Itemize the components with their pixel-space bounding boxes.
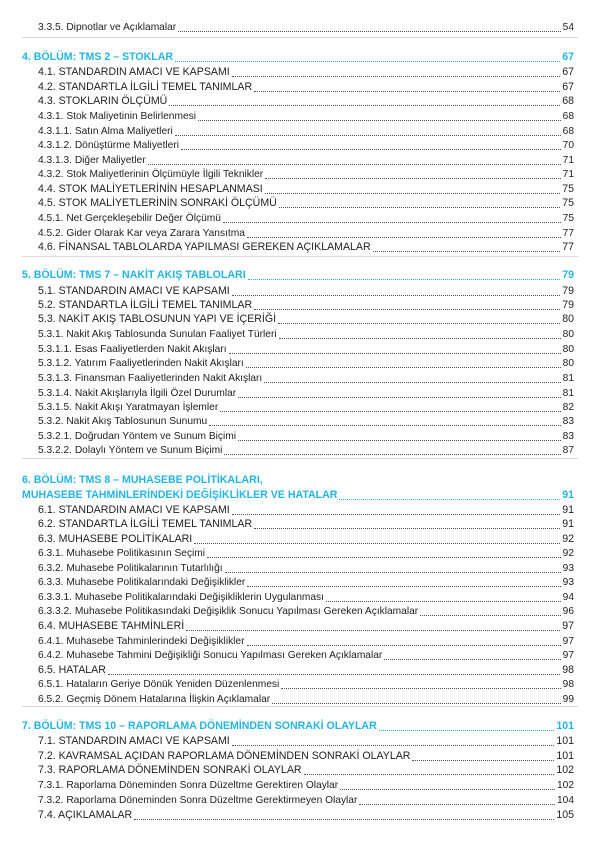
toc-dot-leader (339, 498, 560, 500)
toc-page-number: 93 (562, 577, 574, 588)
toc-dot-leader (238, 396, 560, 398)
toc-dot-leader (186, 629, 560, 631)
toc-page-number: 101 (556, 720, 574, 732)
toc-page-number: 96 (562, 606, 574, 617)
toc-entry-title: 4.5.2. Gider Olarak Kar veya Zarara Yansıtma (38, 228, 245, 239)
toc-entry[interactable] (38, 734, 574, 748)
toc-entry[interactable] (38, 749, 574, 763)
toc-entry[interactable] (38, 211, 574, 225)
toc-entry-title: 4. BÖLÜM: TMS 2 – STOKLAR (22, 51, 174, 63)
toc-entry-title: MUHASEBE TAHMİNLERİNDEKİ DEĞİŞİKLİKLER VE HATALAR (22, 489, 338, 501)
toc-dot-leader (175, 60, 560, 62)
toc-dot-leader (265, 192, 561, 194)
toc-chapter-entry[interactable] (22, 473, 574, 487)
toc-entry[interactable] (38, 386, 574, 400)
toc-page-number: 81 (562, 373, 574, 384)
toc-entry[interactable] (38, 677, 574, 691)
toc-page-number: 71 (562, 155, 574, 166)
toc-entry[interactable] (38, 429, 574, 443)
toc-page-number: 101 (556, 735, 574, 747)
toc-entry-title: 6.5. HATALAR (38, 664, 106, 676)
toc-entry-title: 7.3.1. Raporlama Döneminden Sonra Düzeltme Gerektiren Olaylar (38, 780, 339, 791)
toc-entry-title: 6.3.2. Muhasebe Politikalarının Tutarlılığı (38, 563, 223, 574)
toc-entry-title: 6.5.1. Hataların Geriye Dönük Yeniden Düzenlenmesi (38, 679, 280, 690)
toc-entry[interactable] (38, 604, 574, 618)
toc-page-number: 75 (562, 213, 574, 224)
toc-dot-leader (265, 177, 560, 179)
toc-entry-title: 6. BÖLÜM: TMS 8 – MUHASEBE POLİTİKALARI, (22, 474, 263, 486)
toc-dot-leader (359, 803, 555, 805)
toc-dot-leader (224, 453, 560, 455)
toc-entry-title: 5.3.1.5. Nakit Akışı Yaratmayan İşlemler (38, 402, 219, 413)
toc-dot-leader (148, 163, 561, 165)
toc-entry[interactable] (38, 312, 574, 326)
toc-entry-title: 6.3.1. Muhasebe Politikasının Seçimi (38, 548, 206, 559)
toc-entry[interactable] (38, 109, 574, 123)
toc-dot-leader (254, 90, 560, 92)
toc-entry-title: 6.5.2. Geçmiş Dönem Hatalarına İlişkin Açıklamalar (38, 694, 271, 705)
toc-dot-leader (232, 513, 560, 515)
toc-entry-title: 4.5. STOK MALİYETLERİNİN SONRAKİ ÖLÇÜMÜ (38, 197, 277, 209)
toc-entry[interactable] (38, 196, 574, 210)
toc-dot-leader (304, 773, 555, 775)
toc-page-number: 99 (562, 694, 574, 705)
toc-entry[interactable] (38, 94, 574, 108)
toc-dot-leader (373, 250, 561, 252)
toc-dot-leader (326, 600, 561, 602)
toc-entry[interactable] (38, 240, 574, 254)
toc-entry-title: 4.2. STANDARTLA İLGİLİ TEMEL TANIMLAR (38, 81, 253, 93)
toc-dot-leader (178, 30, 560, 32)
toc-entry-title: 5.3.1.3. Finansman Faaliyetlerinden Nakit Akışları (38, 373, 263, 384)
toc-page-number: 68 (562, 111, 574, 122)
toc-entry-title: 5.3.2.1. Doğrudan Yöntem ve Sunum Biçimi (38, 431, 237, 442)
toc-page-number: 97 (562, 620, 574, 632)
toc-entry[interactable] (38, 561, 574, 575)
toc-dot-leader (279, 337, 561, 339)
toc-page-number: 81 (562, 388, 574, 399)
toc-dot-leader (247, 644, 561, 646)
toc-page-number: 68 (562, 126, 574, 137)
toc-page-number: 80 (562, 329, 574, 340)
toc-page-number: 79 (562, 269, 574, 281)
toc-page-number: 77 (562, 228, 574, 239)
toc-dot-leader (340, 788, 555, 790)
toc-entry-title: 5.3.2. Nakit Akış Tablosunun Sunumu (38, 416, 208, 427)
section-divider (22, 706, 578, 707)
toc-dot-leader (134, 818, 554, 820)
toc-entry-title: 4.5.1. Net Gerçekleşebilir Değer Ölçümü (38, 213, 221, 224)
toc-entry-title: 6.2. STANDARTLA İLGİLİ TEMEL TANIMLAR (38, 518, 253, 530)
toc-page-number: 93 (562, 563, 574, 574)
toc-entry-title: 4.3.1.1. Satın Alma Maliyetleri (38, 126, 173, 137)
toc-dot-leader (238, 439, 561, 441)
toc-entry-title: 4.3.1.2. Dönüştürme Maliyetleri (38, 140, 179, 151)
toc-dot-leader (379, 729, 555, 731)
toc-dot-leader (254, 308, 560, 310)
section-divider (22, 458, 578, 459)
toc-entry-title: 4.3.1.3. Diğer Maliyetler (38, 155, 146, 166)
toc-entry[interactable] (38, 503, 574, 517)
toc-entry-title: 4.3. STOKLARIN ÖLÇÜMÜ (38, 95, 168, 107)
toc-dot-leader (384, 658, 560, 660)
toc-dot-leader (175, 134, 561, 136)
toc-page-number: 80 (562, 358, 574, 369)
toc-dot-leader (278, 322, 560, 324)
toc-entry[interactable] (38, 342, 574, 356)
toc-entry[interactable] (38, 226, 574, 240)
toc-page-number: 91 (562, 489, 574, 501)
toc-page-number: 67 (562, 66, 574, 78)
toc-dot-leader (247, 236, 561, 238)
toc-dot-leader (232, 744, 555, 746)
toc-page-number: 102 (557, 780, 574, 791)
toc-page-number: 83 (562, 431, 574, 442)
toc-entry[interactable] (38, 356, 574, 370)
toc-dot-leader (169, 104, 560, 106)
toc-entry-title: 7.3. RAPORLAMA DÖNEMİNDEN SONRAKİ OLAYLAR (38, 764, 302, 776)
toc-entry-title: 3.3.5. Dipnotlar ve Açıklamalar (38, 22, 177, 33)
toc-page-number: 92 (562, 548, 574, 559)
toc-entry-title: 7.4. AÇIKLAMALAR (38, 809, 133, 821)
toc-entry[interactable] (38, 532, 574, 546)
toc-dot-leader (412, 759, 554, 761)
toc-entry-title: 6.4. MUHASEBE TAHMİNLERİ (38, 620, 185, 632)
toc-dot-leader (232, 75, 560, 77)
toc-page-number: 104 (557, 795, 574, 806)
toc-entry-title: 5.3. NAKİT AKIŞ TABLOSUNUN YAPI VE İÇERİĞİ (38, 313, 277, 325)
toc-page-number: 67 (562, 81, 574, 93)
toc-entry-title: 6.3.3. Muhasebe Politikalarındaki Değişiklikler (38, 577, 246, 588)
toc-page-number: 91 (562, 518, 574, 530)
toc-page-number: 101 (556, 750, 574, 762)
toc-entry[interactable] (38, 414, 574, 428)
toc-dot-leader (198, 119, 561, 121)
toc-dot-leader (264, 381, 560, 383)
toc-entry[interactable] (38, 763, 574, 777)
toc-chapter-entry[interactable] (22, 50, 574, 64)
toc-dot-leader (229, 352, 561, 354)
toc-page-number: 79 (562, 299, 574, 311)
toc-entry[interactable] (38, 80, 574, 94)
toc-entry[interactable] (38, 443, 574, 457)
toc-page-number: 70 (562, 140, 574, 151)
toc-entry[interactable] (38, 692, 574, 706)
toc-page-number: 68 (562, 95, 574, 107)
toc-entry[interactable] (38, 327, 574, 341)
toc-entry[interactable] (38, 648, 574, 662)
toc-entry[interactable] (38, 124, 574, 138)
toc-dot-leader (248, 278, 561, 280)
toc-entry-title: 5.3.1. Nakit Akış Tablosunda Sunulan Faaliyet Türleri (38, 329, 277, 340)
toc-page-number: 87 (562, 445, 574, 456)
toc-entry-title: 7.2. KAVRAMSAL AÇIDAN RAPORLAMA DÖNEMİNDEN SONRAKİ OLAYLAR (38, 750, 411, 762)
toc-entry-title: 5. BÖLÜM: TMS 7 – NAKİT AKIŞ TABLOLARI (22, 269, 246, 281)
toc-dot-leader (194, 542, 560, 544)
toc-entry-title: 6.1. STANDARDIN AMACI VE KAPSAMI (38, 504, 230, 516)
toc-dot-leader (220, 410, 560, 412)
toc-page-number: 54 (562, 22, 574, 33)
toc-entry-title: 5.3.1.4. Nakit Akışlarıyla İlgili Özel Durumlar (38, 388, 237, 399)
toc-page-number: 102 (556, 764, 574, 776)
toc-page-number: 79 (562, 285, 574, 297)
toc-page-number: 92 (562, 533, 574, 545)
section-divider (22, 256, 578, 257)
toc-entry-title: 7.3.2. Raporlama Döneminden Sonra Düzeltme Gerektirmeyen Olaylar (38, 795, 358, 806)
toc-entry-title: 5.3.2.2. Dolaylı Yöntem ve Sunum Biçimi (38, 445, 223, 456)
toc-dot-leader (254, 527, 560, 529)
toc-dot-leader (279, 206, 560, 208)
toc-entry-title: 4.1. STANDARDIN AMACI VE KAPSAMI (38, 66, 230, 78)
toc-entry-title: 7.1. STANDARDIN AMACI VE KAPSAMI (38, 735, 230, 747)
section-divider (22, 37, 578, 38)
toc-page-number: 98 (562, 679, 574, 690)
toc-dot-leader (108, 673, 560, 675)
toc-entry[interactable] (38, 167, 574, 181)
toc-entry[interactable] (38, 371, 574, 385)
toc-entry[interactable] (38, 634, 574, 648)
toc-page-number: 97 (562, 636, 574, 647)
toc-page-number: 71 (562, 169, 574, 180)
toc-entry[interactable] (38, 575, 574, 589)
toc-page-number: 91 (562, 504, 574, 516)
toc-page-number: 80 (562, 344, 574, 355)
toc-dot-leader (209, 424, 561, 426)
toc-entry[interactable] (38, 153, 574, 167)
toc-chapter-entry[interactable] (22, 268, 574, 282)
toc-entry[interactable] (38, 778, 574, 792)
toc-dot-leader (223, 221, 561, 223)
toc-entry[interactable] (38, 793, 574, 807)
toc-page-number: 75 (562, 197, 574, 209)
toc-page-number: 83 (562, 416, 574, 427)
toc-page-number: 82 (562, 402, 574, 413)
toc-entry[interactable] (38, 138, 574, 152)
toc-chapter-entry[interactable] (22, 488, 574, 502)
toc-page-number: 97 (562, 650, 574, 661)
toc-entry-title: 7. BÖLÜM: TMS 10 – RAPORLAMA DÖNEMİNDEN SONRAKİ OLAYLAR (22, 720, 377, 732)
toc-page-number: 77 (562, 241, 574, 253)
toc-page-number: 80 (562, 313, 574, 325)
toc-entry[interactable] (38, 663, 574, 677)
toc-entry[interactable] (38, 808, 574, 822)
toc-entry-title: 6.3. MUHASEBE POLİTİKALARI (38, 533, 193, 545)
toc-entry[interactable] (38, 517, 574, 531)
toc-entry-title: 6.4.2. Muhasebe Tahmini Değişikliği Sonucu Yapılması Gereken Açıklamalar (38, 650, 383, 661)
toc-entry-title: 6.4.1. Muhasebe Tahminlerindeki Değişiklikler (38, 636, 245, 647)
toc-page-number: 98 (562, 664, 574, 676)
toc-entry-title: 5.2. STANDARTLA İLGİLİ TEMEL TANIMLAR (38, 299, 253, 311)
toc-entry[interactable] (38, 400, 574, 414)
toc-entry-title: 5.3.1.1. Esas Faaliyetlerden Nakit Akışları (38, 344, 227, 355)
toc-entry-title: 6.3.3.2. Muhasebe Politikasındaki Değişiklik Sonucu Yapılması Gereken Açıklamalar (38, 606, 419, 617)
toc-entry[interactable] (38, 182, 574, 196)
toc-entry-title: 4.6. FİNANSAL TABLOLARDA YAPILMASI GEREKEN AÇIKLAMALAR (38, 241, 371, 253)
toc-entry[interactable] (38, 65, 574, 79)
toc-entry-title: 4.3.1. Stok Maliyetinin Belirlenmesi (38, 111, 196, 122)
toc-entry[interactable] (38, 590, 574, 604)
toc-dot-leader (225, 571, 561, 573)
toc-page-number: 105 (556, 809, 574, 821)
toc-dot-leader (420, 614, 561, 616)
toc-entry-title: 4.4. STOK MALİYETLERİNİN HESAPLANMASI (38, 183, 263, 195)
toc-page-number: 94 (562, 592, 574, 603)
toc-entry[interactable] (38, 546, 574, 560)
toc-entry-title: 4.3.2. Stok Maliyetlerinin Ölçümüyle İlgili Teknikler (38, 169, 264, 180)
toc-entry[interactable] (38, 298, 574, 312)
toc-entry[interactable] (38, 284, 574, 298)
toc-page-number: 75 (562, 183, 574, 195)
toc-chapter-entry[interactable] (22, 719, 574, 733)
toc-dot-leader (207, 556, 561, 558)
toc-dot-leader (232, 294, 560, 296)
toc-dot-leader (272, 702, 561, 704)
toc-dot-leader (181, 148, 561, 150)
toc-entry-title: 6.3.3.1. Muhasebe Politikalarındaki Değişikliklerin Uygulanması (38, 592, 324, 603)
toc-entry-title: 5.3.1.2. Yatırım Faaliyetlerinden Nakit Akışları (38, 358, 244, 369)
toc-dot-leader (247, 585, 560, 587)
toc-dot-leader (281, 687, 560, 689)
toc-entry[interactable] (38, 20, 574, 34)
toc-dot-leader (246, 366, 561, 368)
toc-page-number: 67 (562, 51, 574, 63)
toc-entry-title: 5.1. STANDARDIN AMACI VE KAPSAMI (38, 285, 230, 297)
toc-entry[interactable] (38, 619, 574, 633)
